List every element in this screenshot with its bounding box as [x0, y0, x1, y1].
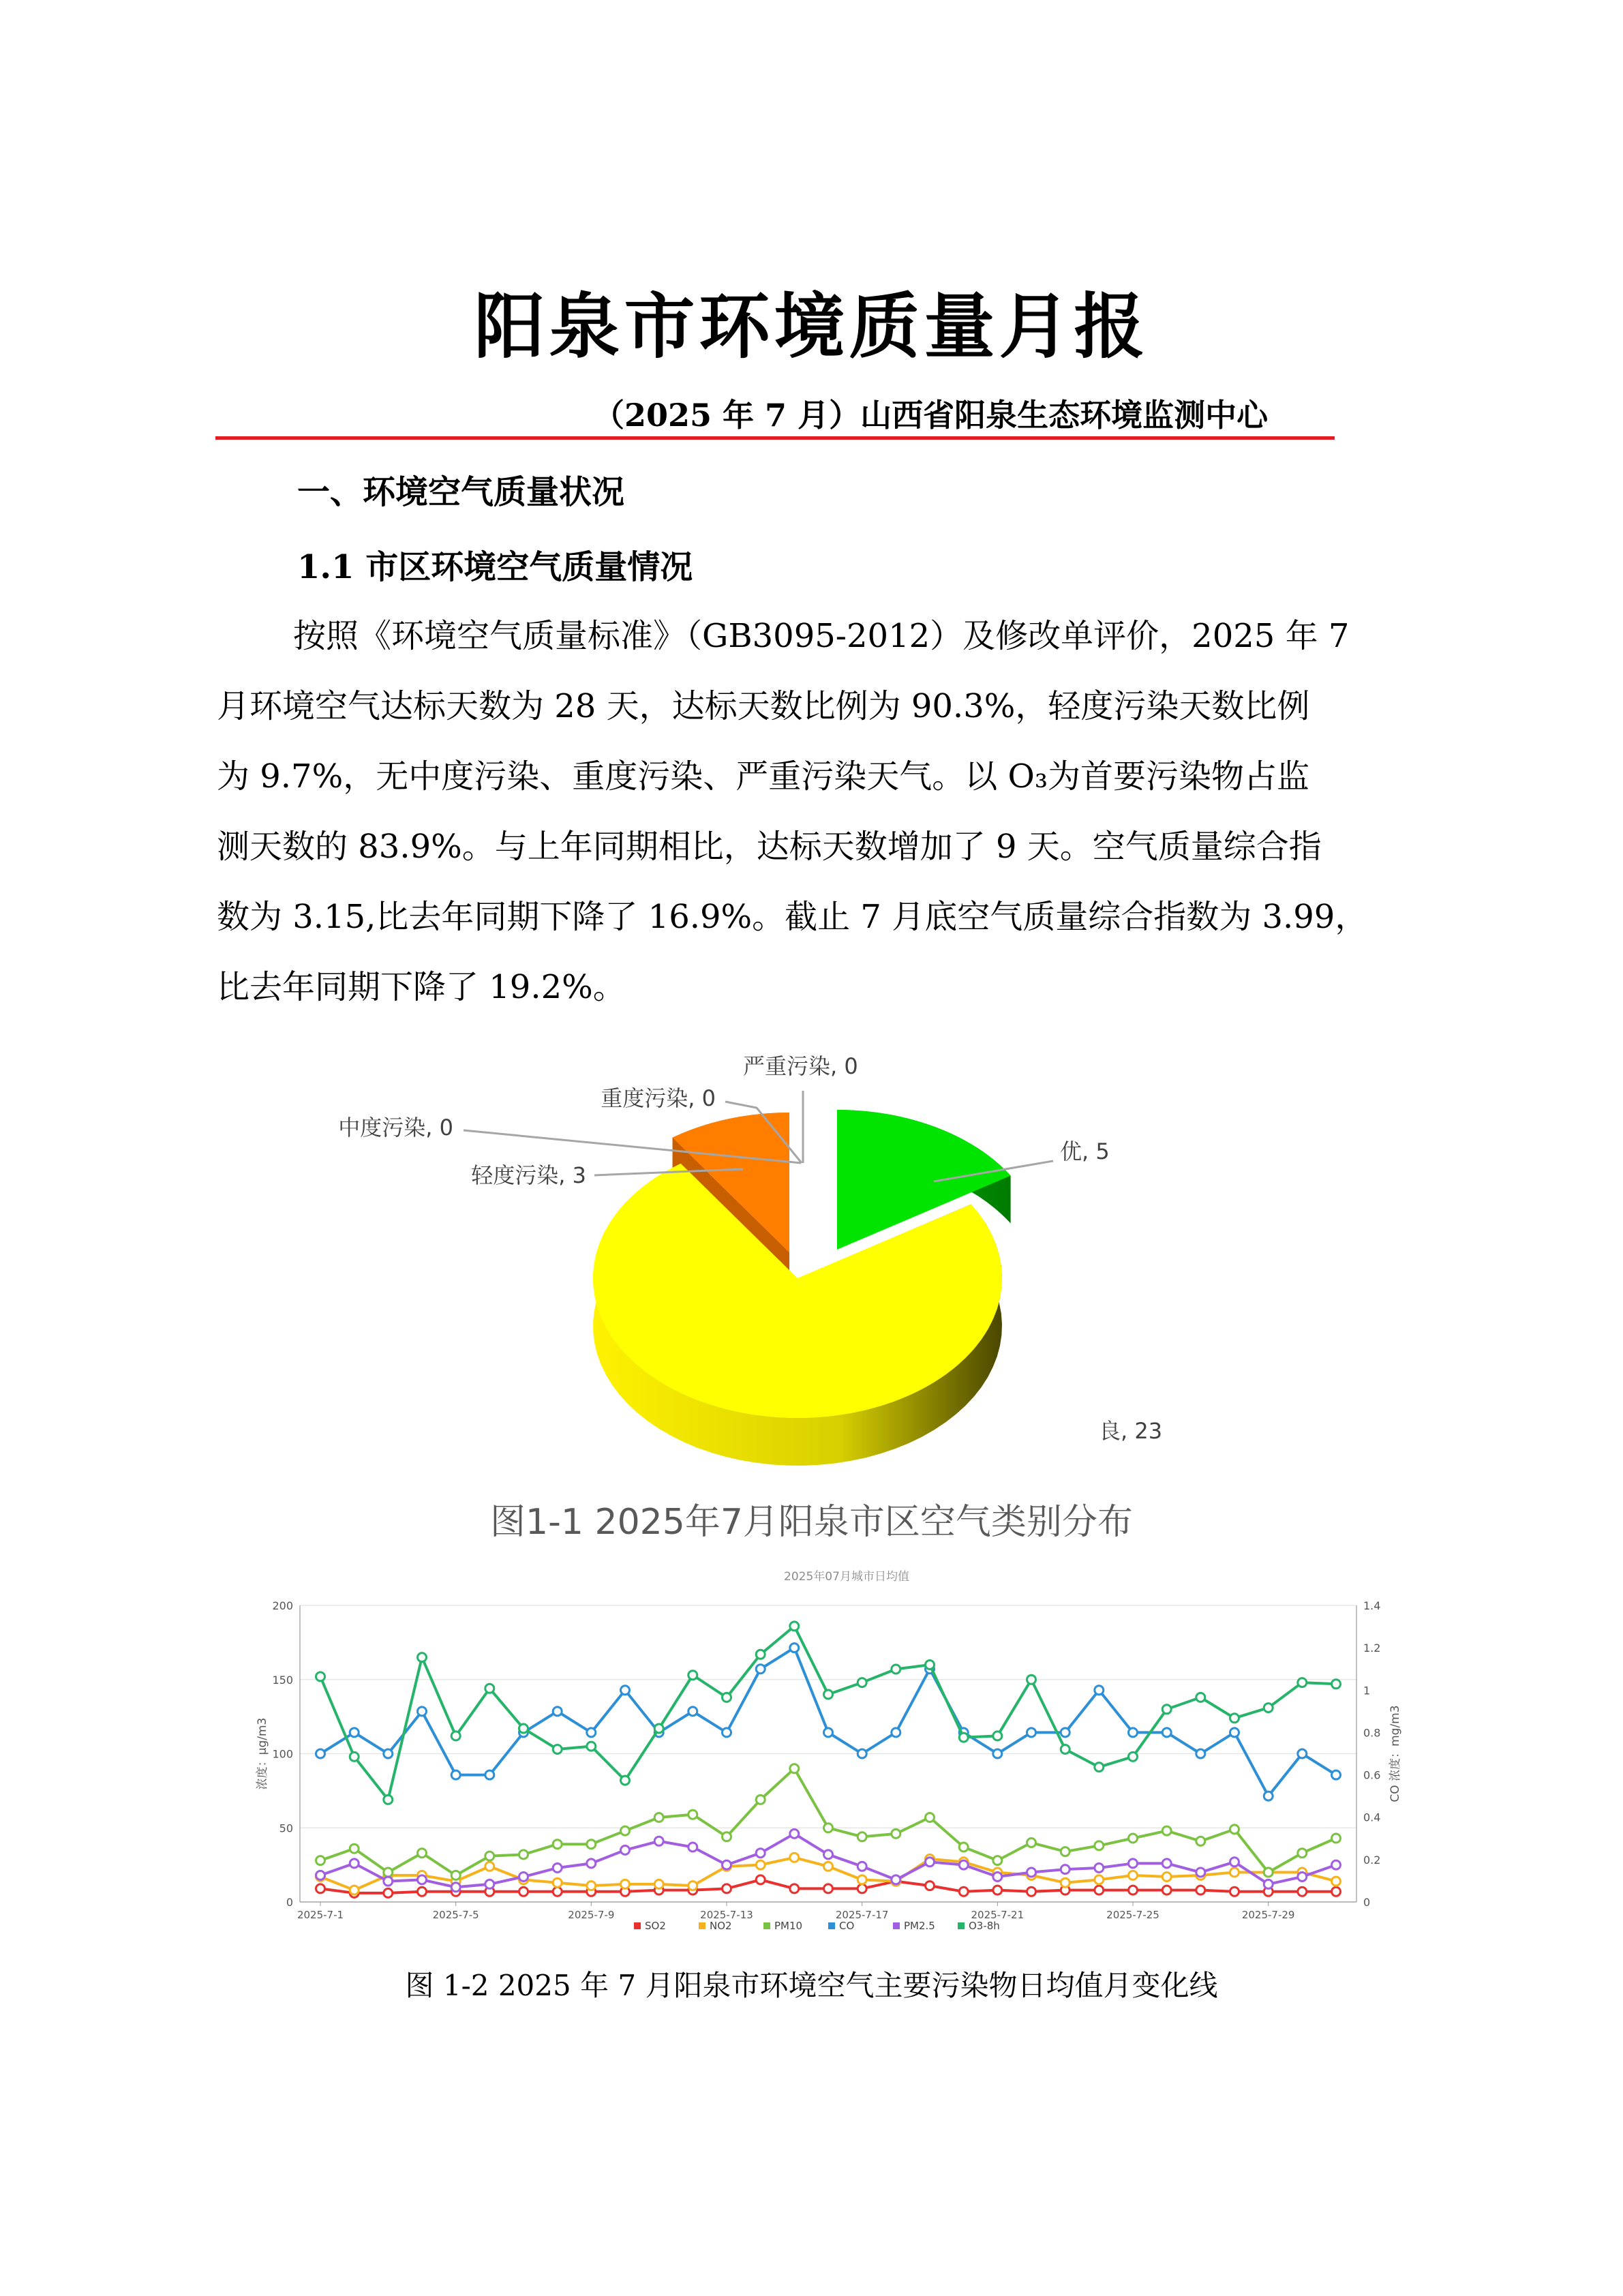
data-point-CO: [1298, 1749, 1307, 1758]
data-point-O3-8h: [587, 1742, 596, 1751]
y-tick-label: 200: [272, 1599, 293, 1612]
data-point-PM2.5: [316, 1871, 325, 1879]
data-point-CO: [451, 1770, 460, 1779]
data-point-PM2.5: [350, 1859, 359, 1868]
data-point-PM10: [316, 1856, 325, 1865]
legend-label: PM10: [774, 1920, 803, 1932]
data-point-SO2: [519, 1887, 528, 1896]
pie-data-label: 中度污染, 0: [338, 1115, 453, 1141]
legend-swatch: [699, 1922, 706, 1929]
legend-label: SO2: [645, 1920, 666, 1932]
x-tick-label: 2025-7-25: [1106, 1909, 1159, 1921]
data-point-PM2.5: [587, 1859, 596, 1868]
data-point-CO: [350, 1728, 359, 1737]
data-point-SO2: [316, 1884, 325, 1893]
data-point-PM10: [1061, 1847, 1070, 1856]
data-point-PM2.5: [621, 1845, 630, 1854]
data-point-PM2.5: [1162, 1859, 1171, 1868]
data-point-CO: [485, 1770, 494, 1779]
y2-axis-title: CO 浓度：mg/m3: [1389, 1705, 1402, 1802]
data-point-PM10: [723, 1832, 731, 1841]
data-point-PM10: [519, 1850, 528, 1859]
data-point-SO2: [1298, 1887, 1307, 1896]
data-point-SO2: [959, 1887, 968, 1896]
data-point-CO: [1332, 1770, 1341, 1779]
y2-tick-label: 0: [1363, 1896, 1371, 1909]
data-point-CO: [892, 1728, 900, 1737]
data-point-PM2.5: [1196, 1868, 1205, 1877]
data-point-PM10: [790, 1764, 799, 1773]
data-point-SO2: [723, 1884, 731, 1893]
data-point-PM2.5: [723, 1860, 731, 1869]
y-tick-label: 100: [272, 1747, 293, 1761]
x-tick-label: 2025-7-5: [432, 1909, 479, 1921]
data-point-PM10: [587, 1840, 596, 1849]
data-point-PM10: [1298, 1849, 1307, 1858]
data-point-PM10: [553, 1840, 562, 1849]
data-point-PM2.5: [858, 1862, 866, 1871]
data-point-PM2.5: [384, 1877, 393, 1886]
data-point-PM10: [688, 1810, 697, 1819]
data-point-PM10: [654, 1813, 663, 1822]
y-tick-label: 150: [272, 1673, 293, 1687]
x-tick-label: 2025-7-1: [297, 1909, 344, 1921]
data-point-PM2.5: [1230, 1858, 1239, 1867]
data-point-NO2: [587, 1882, 596, 1890]
data-point-CO: [1129, 1728, 1138, 1737]
y-tick-label: 0: [286, 1896, 293, 1909]
data-point-O3-8h: [485, 1684, 494, 1693]
y2-tick-label: 1: [1363, 1684, 1371, 1697]
data-point-SO2: [384, 1888, 393, 1897]
data-point-NO2: [790, 1853, 799, 1862]
data-point-NO2: [1061, 1878, 1070, 1887]
data-point-SO2: [1332, 1887, 1341, 1896]
data-point-PM10: [451, 1871, 460, 1879]
data-point-CO: [1162, 1728, 1171, 1737]
data-point-PM2.5: [1129, 1859, 1138, 1868]
data-point-O3-8h: [790, 1622, 799, 1631]
pie-data-label: 重度污染, 0: [601, 1085, 716, 1111]
paragraph-line: 数为 3.15,比去年同期下降了 16.9%。截止 7 月底空气质量综合指数为 3.99，: [217, 898, 1368, 936]
data-point-CO: [1027, 1728, 1036, 1737]
data-point-PM10: [1264, 1868, 1273, 1877]
data-point-O3-8h: [1196, 1693, 1205, 1702]
figure-caption-line: 图 1-2 2025 年 7 月阳泉市环境空气主要污染物日均值月变化线: [405, 1969, 1218, 2002]
y2-tick-label: 0.8: [1363, 1726, 1381, 1740]
body-paragraph: [217, 601, 1451, 1023]
series-line-PM2.5: [320, 1834, 1336, 1887]
data-point-PM2.5: [654, 1837, 663, 1845]
data-point-SO2: [553, 1887, 562, 1896]
legend-swatch: [763, 1922, 770, 1929]
data-point-SO2: [1196, 1886, 1205, 1894]
y2-tick-label: 1.2: [1363, 1642, 1381, 1655]
data-point-PM10: [993, 1856, 1002, 1865]
data-point-O3-8h: [621, 1776, 630, 1785]
data-point-PM2.5: [1298, 1873, 1307, 1882]
data-point-PM10: [1332, 1834, 1341, 1843]
pie-data-label: 优, 5: [1060, 1138, 1110, 1164]
y-axis-title: 浓度：μg/m3: [256, 1717, 269, 1790]
paragraph-line: 比去年同期下降了 19.2%。: [217, 968, 626, 1006]
data-point-SO2: [1129, 1886, 1138, 1894]
data-point-NO2: [621, 1879, 630, 1888]
data-point-CO: [756, 1665, 765, 1674]
report-subtitle: （2025 年 7 月）山西省阳泉生态环境监测中心: [593, 397, 1269, 434]
y2-tick-label: 1.4: [1363, 1599, 1381, 1612]
data-point-O3-8h: [654, 1724, 663, 1733]
data-point-CO: [1264, 1792, 1273, 1800]
data-point-CO: [418, 1707, 427, 1716]
pie-data-label: 轻度污染, 3: [471, 1162, 586, 1188]
x-tick-label: 2025-7-13: [700, 1909, 753, 1921]
data-point-O3-8h: [1129, 1752, 1138, 1761]
paragraph-line: 测天数的 83.9%。与上年同期相比，达标天数增加了 9 天。空气质量综合指: [217, 828, 1322, 866]
data-point-CO: [384, 1749, 393, 1758]
data-point-PM2.5: [1061, 1865, 1070, 1874]
data-point-CO: [858, 1749, 866, 1758]
data-point-PM10: [1129, 1834, 1138, 1843]
data-point-PM10: [892, 1829, 900, 1838]
data-point-PM2.5: [451, 1883, 460, 1892]
data-point-PM2.5: [756, 1849, 765, 1858]
legend-swatch: [893, 1922, 900, 1929]
data-point-O3-8h: [824, 1690, 833, 1699]
line-chart: [245, 1568, 1418, 1950]
data-point-O3-8h: [1162, 1705, 1171, 1714]
subsection-heading: 1.1 市区环境空气质量情况: [297, 548, 693, 586]
data-point-PM2.5: [1264, 1879, 1273, 1888]
x-tick-label: 2025-7-21: [971, 1909, 1025, 1921]
data-point-PM10: [1095, 1841, 1104, 1850]
data-point-O3-8h: [688, 1671, 697, 1680]
data-point-O3-8h: [858, 1678, 866, 1687]
pie-chart: [0, 1036, 1623, 1486]
data-point-SO2: [1230, 1887, 1239, 1896]
data-point-PM10: [756, 1795, 765, 1804]
data-point-PM10: [621, 1826, 630, 1835]
data-point-SO2: [1162, 1886, 1171, 1894]
legend-swatch: [958, 1922, 965, 1929]
data-point-PM10: [959, 1843, 968, 1852]
data-point-O3-8h: [892, 1665, 900, 1674]
report-title: 阳泉市环境质量月报: [474, 285, 1149, 368]
data-point-NO2: [1095, 1875, 1104, 1884]
data-point-NO2: [485, 1862, 494, 1871]
line-chart-title: 2025年07月城市日均值: [784, 1570, 909, 1584]
data-point-O3-8h: [1264, 1704, 1273, 1712]
data-point-O3-8h: [384, 1795, 393, 1804]
legend-label: NO2: [710, 1920, 732, 1932]
data-point-PM2.5: [519, 1873, 528, 1882]
legend-swatch: [634, 1922, 641, 1929]
data-point-CO: [790, 1644, 799, 1652]
data-point-CO: [1095, 1686, 1104, 1695]
figure-caption-pie: 图1-1 2025年7月阳泉市区空气类别分布: [490, 1502, 1133, 1543]
data-point-NO2: [1129, 1871, 1138, 1879]
data-point-PM10: [824, 1824, 833, 1832]
data-point-PM10: [1027, 1839, 1036, 1847]
title-divider: [215, 436, 1335, 440]
paragraph-line: 为 9.7%，无中度污染、重度污染、严重污染天气。以 O₃为首要污染物占监: [217, 757, 1310, 796]
data-point-NO2: [553, 1878, 562, 1887]
data-point-CO: [1196, 1749, 1205, 1758]
x-tick-label: 2025-7-9: [568, 1909, 615, 1921]
data-point-CO: [1061, 1728, 1070, 1737]
y-tick-label: 50: [279, 1822, 293, 1835]
data-point-SO2: [790, 1884, 799, 1893]
data-point-PM2.5: [993, 1873, 1002, 1882]
data-point-SO2: [418, 1887, 427, 1896]
data-point-PM10: [384, 1868, 393, 1877]
data-point-NO2: [756, 1860, 765, 1869]
data-point-O3-8h: [993, 1732, 1002, 1740]
data-point-O3-8h: [1095, 1763, 1104, 1772]
data-point-PM2.5: [688, 1843, 697, 1852]
data-point-O3-8h: [1061, 1745, 1070, 1754]
data-point-CO: [621, 1686, 630, 1695]
data-point-CO: [553, 1707, 562, 1716]
legend-label: CO: [839, 1920, 855, 1932]
data-point-O3-8h: [1298, 1678, 1307, 1687]
y2-tick-label: 0.4: [1363, 1811, 1381, 1824]
data-point-O3-8h: [1230, 1714, 1239, 1723]
data-point-PM10: [1196, 1837, 1205, 1845]
data-point-PM2.5: [1095, 1864, 1104, 1873]
data-point-O3-8h: [723, 1693, 731, 1702]
data-point-O3-8h: [1332, 1680, 1341, 1689]
data-point-PM10: [485, 1852, 494, 1860]
data-point-SO2: [1095, 1886, 1104, 1894]
data-point-PM10: [926, 1813, 935, 1822]
data-point-O3-8h: [553, 1745, 562, 1754]
data-point-NO2: [858, 1875, 866, 1884]
data-point-NO2: [688, 1882, 697, 1890]
data-point-NO2: [1230, 1868, 1239, 1877]
data-point-CO: [587, 1728, 596, 1737]
data-point-SO2: [756, 1875, 765, 1884]
data-point-NO2: [1162, 1873, 1171, 1882]
data-point-NO2: [654, 1879, 663, 1888]
legend-label: PM2.5: [904, 1920, 935, 1932]
data-point-SO2: [926, 1882, 935, 1890]
y2-tick-label: 0.6: [1363, 1768, 1381, 1782]
data-point-PM2.5: [485, 1879, 494, 1888]
data-point-O3-8h: [756, 1650, 765, 1659]
x-tick-label: 2025-7-29: [1241, 1909, 1295, 1921]
data-point-PM10: [418, 1849, 427, 1858]
data-point-PM2.5: [790, 1829, 799, 1838]
data-point-O3-8h: [418, 1653, 427, 1662]
paragraph-line: 月环境空气达标天数为 28 天，达标天数比例为 90.3%，轻度污染天数比例: [217, 687, 1310, 725]
data-point-SO2: [858, 1884, 866, 1893]
series-line-CO: [320, 1648, 1336, 1796]
x-tick-label: 2025-7-17: [835, 1909, 889, 1921]
data-point-PM2.5: [959, 1860, 968, 1869]
paragraph-line: 按照《环境空气质量标准》（GB3095-2012）及修改单评价，2025 年 7: [293, 617, 1350, 655]
data-point-PM10: [858, 1832, 866, 1841]
data-point-O3-8h: [350, 1752, 359, 1761]
data-point-NO2: [350, 1886, 359, 1894]
data-point-CO: [723, 1728, 731, 1737]
data-point-CO: [688, 1707, 697, 1716]
data-point-SO2: [824, 1884, 833, 1893]
data-point-PM10: [350, 1844, 359, 1853]
data-point-NO2: [824, 1862, 833, 1871]
legend-label: O3-8h: [969, 1920, 1000, 1932]
data-point-SO2: [993, 1886, 1002, 1894]
data-point-O3-8h: [1027, 1675, 1036, 1684]
section-heading: 一、环境空气质量状况: [297, 473, 625, 511]
data-point-PM2.5: [824, 1850, 833, 1859]
data-point-O3-8h: [959, 1733, 968, 1742]
data-point-O3-8h: [316, 1672, 325, 1681]
pie-data-label: 良, 23: [1099, 1418, 1163, 1444]
data-point-CO: [993, 1749, 1002, 1758]
data-point-SO2: [1027, 1887, 1036, 1896]
data-point-PM2.5: [418, 1875, 427, 1884]
pie-data-label: 严重污染, 0: [743, 1053, 858, 1079]
legend-swatch: [828, 1922, 835, 1929]
data-point-PM2.5: [892, 1875, 900, 1884]
data-point-O3-8h: [451, 1732, 460, 1740]
data-point-O3-8h: [926, 1661, 935, 1670]
data-point-PM2.5: [553, 1864, 562, 1873]
data-point-PM2.5: [1027, 1868, 1036, 1877]
data-point-CO: [316, 1749, 325, 1758]
data-point-CO: [824, 1728, 833, 1737]
data-point-O3-8h: [519, 1724, 528, 1733]
data-point-PM2.5: [926, 1858, 935, 1867]
data-point-PM10: [1230, 1825, 1239, 1834]
data-point-CO: [1230, 1728, 1239, 1737]
y2-tick-label: 0.2: [1363, 1853, 1381, 1867]
data-point-PM2.5: [1332, 1860, 1341, 1869]
data-point-PM10: [1162, 1826, 1171, 1835]
data-point-NO2: [1332, 1877, 1341, 1886]
